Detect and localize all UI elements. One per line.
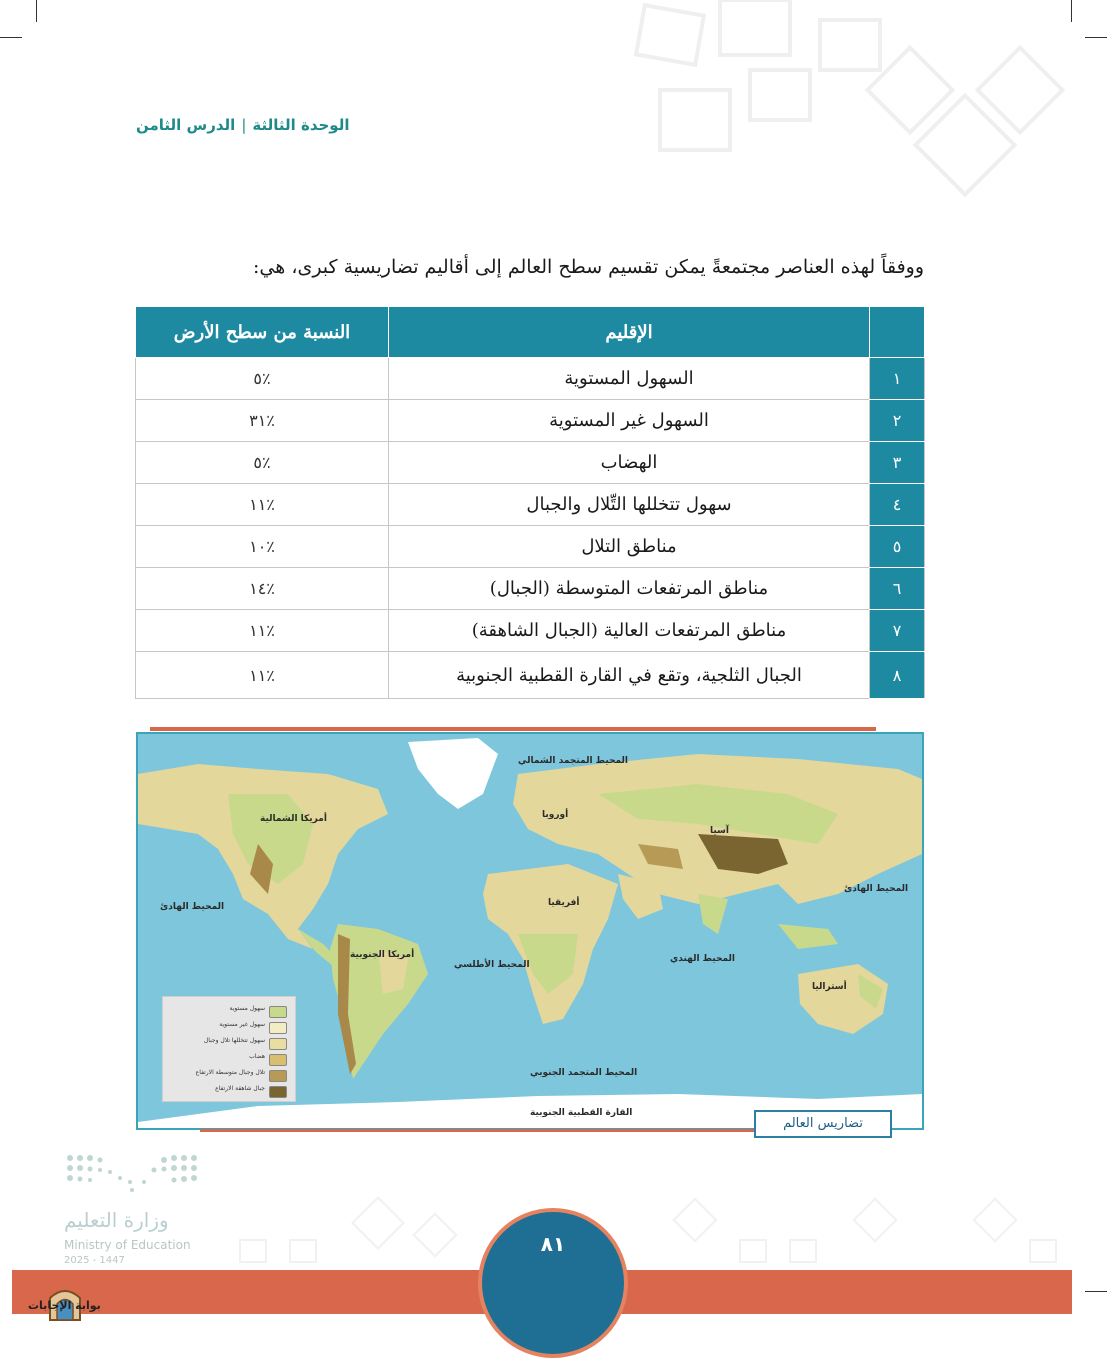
map-label-australia: أستراليا <box>812 982 847 992</box>
legend-swatch <box>269 1006 287 1018</box>
header-number <box>870 307 925 358</box>
regions-table <box>135 306 925 699</box>
world-relief-map <box>136 732 924 1130</box>
table-row <box>136 568 925 610</box>
row-number: ٧ <box>870 610 925 652</box>
map-label-atlantic-ocean: المحيط الأطلسي <box>454 960 530 970</box>
legend-item <box>169 1053 291 1067</box>
table-row <box>136 652 925 699</box>
row-region: الهضاب <box>389 442 870 484</box>
row-percentage: ٪١٠ <box>136 526 389 568</box>
legend-swatch <box>269 1038 287 1050</box>
ministry-logo-dots <box>64 1152 200 1196</box>
page-number: ٨١ <box>540 1232 566 1256</box>
crop-mark <box>1085 1291 1107 1292</box>
row-region: مناطق المرتفعات العالية (الجبال الشاهقة) <box>389 610 870 652</box>
legend-item <box>169 1021 291 1035</box>
row-region: السهول المستوية <box>389 358 870 400</box>
portal-name: بوابة الإجابات <box>28 1299 101 1312</box>
map-label-south-america: أمريكا الجنوبية <box>350 950 415 960</box>
map-label-north-america: أمريكا الشمالية <box>260 814 327 824</box>
row-percentage: ٪٣١ <box>136 400 389 442</box>
row-number: ٦ <box>870 568 925 610</box>
row-region: سهول تتخللها التِّلال والجبال <box>389 484 870 526</box>
legend-label: هضاب <box>249 1053 265 1060</box>
lesson-title: الدرس الثامن <box>136 116 236 134</box>
map-label-southern-ocean: المحيط المتجمد الجنوبي <box>530 1068 638 1078</box>
map-label-antarctica: القارة القطبية الجنوبية <box>530 1108 633 1118</box>
map-label-indian-ocean: المحيط الهندي <box>670 954 735 964</box>
map-label-pacific-west: المحيط الهادئ <box>160 902 225 912</box>
row-region: مناطق المرتفعات المتوسطة (الجبال) <box>389 568 870 610</box>
map-legend <box>162 996 296 1102</box>
page-number-badge <box>478 1208 628 1358</box>
legend-label: سهول مستوية <box>229 1005 265 1012</box>
legend-label: جبال شاهقة الارتفاع <box>215 1085 265 1092</box>
legend-item <box>169 1085 291 1099</box>
row-number: ٤ <box>870 484 925 526</box>
legend-swatch <box>269 1022 287 1034</box>
crop-mark <box>36 0 37 22</box>
table-header-row <box>136 307 925 358</box>
legend-label: سهول غير مستوية <box>219 1021 265 1028</box>
table-row <box>136 610 925 652</box>
row-region: الجبال الثلجية، وتقع في القارة القطبية الجنوبية <box>389 652 870 699</box>
row-region: السهول غير المستوية <box>389 400 870 442</box>
row-number: ٣ <box>870 442 925 484</box>
table-row <box>136 526 925 568</box>
header-separator: | <box>241 116 247 134</box>
map-caption: تضاريس العالم <box>754 1110 892 1138</box>
row-percentage: ٪١٤ <box>136 568 389 610</box>
row-percentage: ٪١١ <box>136 610 389 652</box>
map-label-europe: أوروبا <box>542 810 569 820</box>
row-number: ٢ <box>870 400 925 442</box>
legend-swatch <box>269 1086 287 1098</box>
map-label-africa: أفريقيا <box>548 898 580 908</box>
crop-mark <box>1085 37 1107 38</box>
map-label-asia: آسيا <box>710 826 729 836</box>
legend-item <box>169 1069 291 1083</box>
row-number: ٨ <box>870 652 925 699</box>
map-top-accent <box>150 727 876 731</box>
legend-item <box>169 1037 291 1051</box>
table-row <box>136 484 925 526</box>
row-number: ٥ <box>870 526 925 568</box>
intro-paragraph: ووفقاً لهذه العناصر مجتمعةً يمكن تقسيم سطح العالم إلى أقاليم تضاريسية كبرى، هي: <box>253 256 924 278</box>
row-percentage: ٪١١ <box>136 484 389 526</box>
table-row <box>136 442 925 484</box>
legend-label: سهول تتخللها تلال وجبال <box>203 1037 265 1044</box>
table-row <box>136 358 925 400</box>
map-bottom-accent <box>200 1129 755 1132</box>
legend-swatch <box>269 1054 287 1066</box>
unit-lesson-header <box>136 116 350 134</box>
header-percentage: النسبة من سطح الأرض <box>136 307 389 358</box>
row-number: ١ <box>870 358 925 400</box>
ministry-name-english: Ministry of Education <box>64 1238 191 1252</box>
row-percentage: ٪١١ <box>136 652 389 699</box>
ministry-year: 2025 - 1447 <box>64 1255 125 1266</box>
legend-label: تلال وجبال متوسطة الارتفاع <box>195 1069 265 1076</box>
row-percentage: ٪٥ <box>136 358 389 400</box>
crop-mark <box>0 37 22 38</box>
row-region: مناطق التلال <box>389 526 870 568</box>
header-region: الإقليم <box>389 307 870 358</box>
map-label-arctic-ocean: المحيط المتجمد الشمالي <box>518 756 628 766</box>
table-row <box>136 400 925 442</box>
unit-title: الوحدة الثالثة <box>252 116 350 134</box>
crop-mark <box>1071 0 1072 22</box>
legend-item <box>169 1005 291 1019</box>
legend-swatch <box>269 1070 287 1082</box>
map-label-pacific-east: المحيط الهادئ <box>844 884 909 894</box>
row-percentage: ٪٥ <box>136 442 389 484</box>
ministry-name-arabic: وزارة التعليم <box>64 1208 169 1232</box>
